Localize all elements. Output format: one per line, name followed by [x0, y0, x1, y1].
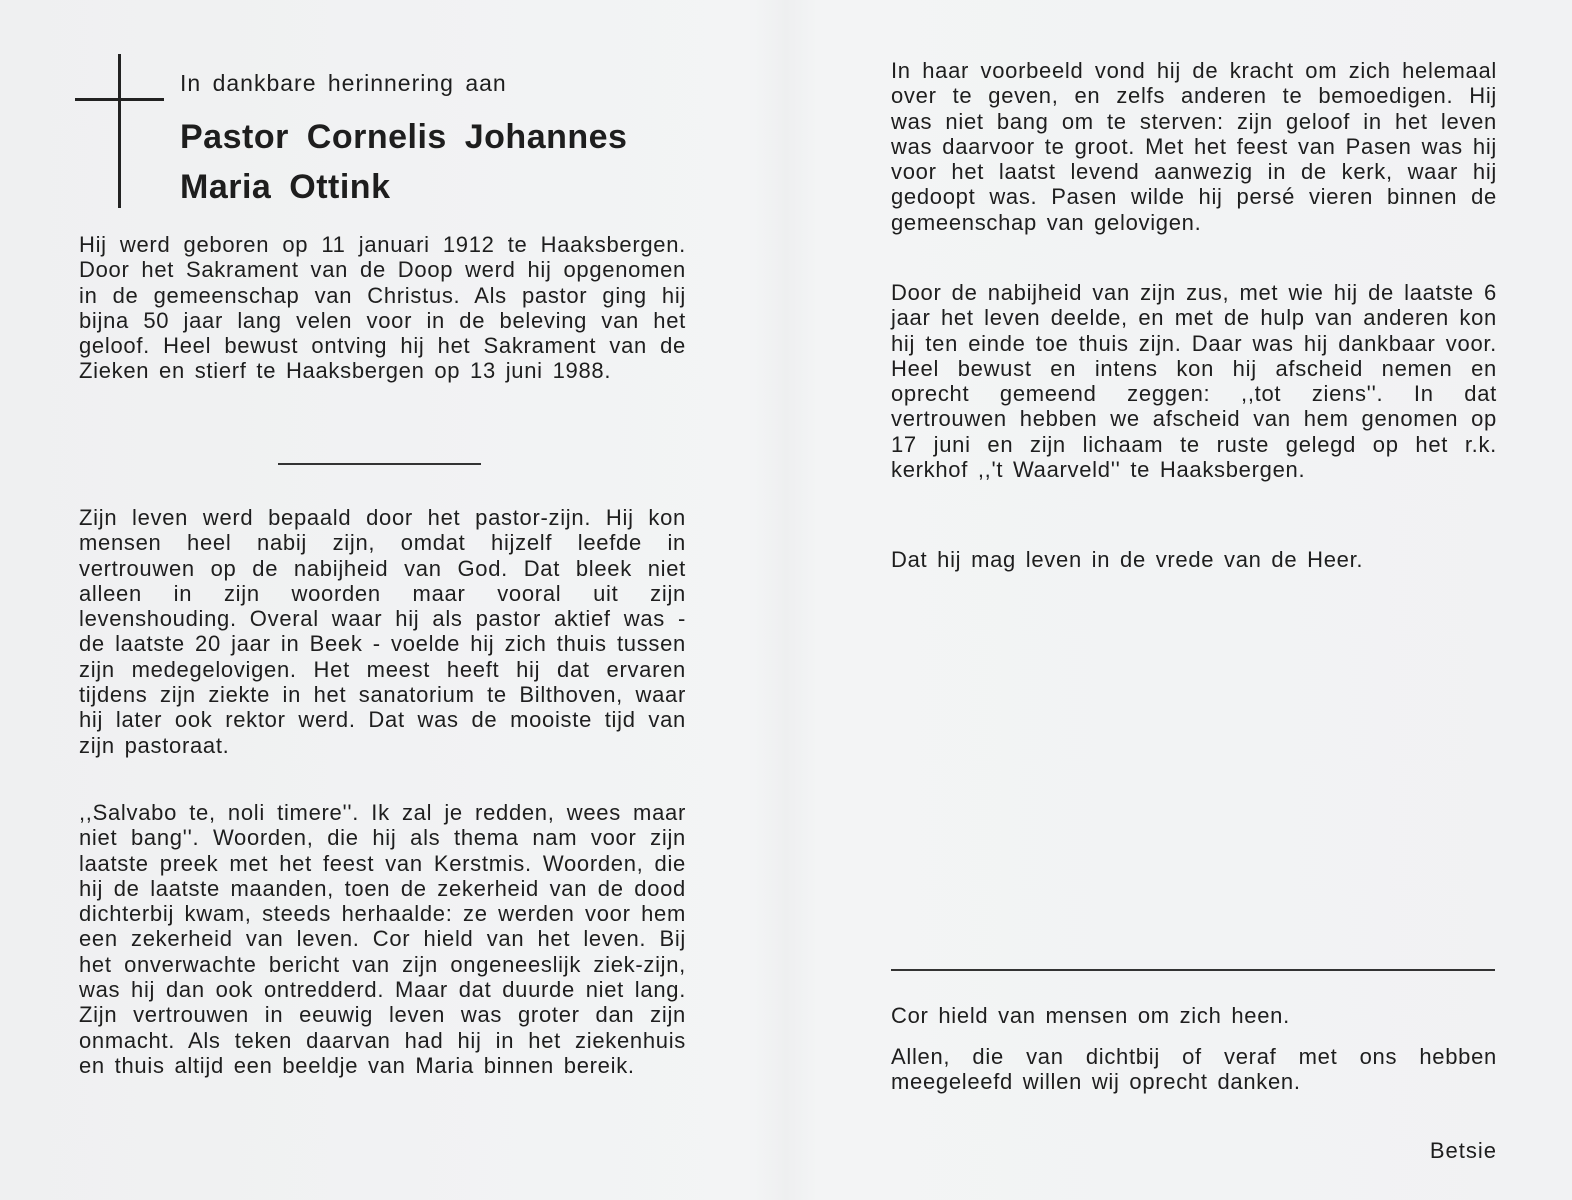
name-line-2: Maria Ottink — [180, 168, 391, 206]
name-line-1: Pastor Cornelis Johannes — [180, 118, 628, 156]
pastorate-paragraph: Zijn leven werd bepaald door het pastor-zijn. Hij kon mensen heel nabij zijn, omdat hijzelf leefde in vertrouwen op de nabijheid van God. Dat bleek niet alleen in zijn woorden maar vooral uit zijn levenshouding. Overal waar hij als pastor aktief was - de laatste 20 jaar in Beek - voelde hij zich thuis tussen zijn medegelovigen. Het meest heeft hij dat ervaren tijdens zijn ziekte in het sanatorium te Bilthoven, waar hij later ook rektor werd. Dat was de mooiste tijd van zijn pastoraat. — [79, 505, 686, 758]
cross-icon — [118, 54, 121, 208]
signature: Betsie — [1429, 1138, 1497, 1163]
intro-text: In dankbare herinnering aan — [180, 70, 507, 96]
thanks-paragraph: Allen, die van dichtbij of veraf met ons hebben meegeleefd willen wij oprecht danken. — [891, 1044, 1497, 1095]
biography-paragraph: Hij werd geboren op 11 januari 1912 te Haaksbergen. Door het Sakrament van de Doop werd hij opgenomen in de gemeenschap van Christus. Als pastor ging hij bijna 50 jaar lang velen voor in de beleving van het geloof. Heel bewust ontving hij het Sakrament van de Zieken en stierf te Haaksbergen op 13 juni 1988. — [79, 232, 686, 384]
motto-paragraph: ,,Salvabo te, noli timere''. Ik zal je redden, wees maar niet bang''. Woorden, die hij als thema nam voor zijn laatste preek met het feest van Kerstmis. Woorden, die hij de laatste maanden, toen de zekerheid van de dood dichterbij kwam, steeds herhaalde: ze werden voor hem een zekerheid van leven. Cor hield van het leven. Bij het onverwachte bericht van zijn ongeneeslijk ziek-zijn, was hij dan ook ontredderd. Maar dat duurde niet lang. Zijn vertrouwen in eeuwig leven was groter dan zijn onmacht. Als teken daarvan had hij in het ziekenhuis en thuis altijd een beeldje van Maria binnen bereik. — [79, 800, 686, 1078]
deceased-name — [180, 112, 627, 212]
blessing-text: Dat hij mag leven in de vrede van de Heer. — [891, 547, 1364, 572]
faith-paragraph: In haar voorbeeld vond hij de kracht om zich helemaal over te geven, en zelfs anderen te bemoedigen. Hij was niet bang om te sterven: zijn geloof in het leven was daarvoor te groot. Met het feest van Pasen was hij voor het laatst levend aanwezig in de kerk, waar hij gedoopt was. Pasen wilde hij persé vieren binnen de gemeenschap van gelovigen. — [891, 58, 1497, 235]
cross-icon-bar — [75, 98, 164, 101]
thanks-divider — [891, 969, 1495, 971]
thanks-line: Cor hield van mensen om zich heen. — [891, 1003, 1290, 1028]
final-days-paragraph: Door de nabijheid van zijn zus, met wie hij de laatste 6 jaar het leven deelde, en met de hulp van anderen kon hij ten einde toe thuis zijn. Daar was hij dankbaar voor. Heel bewust en intens kon hij afscheid nemen en oprecht gemeend zeggen: ,,tot ziens''. In dat vertrouwen hebben we afscheid van hem genomen op 17 juni en zijn lichaam te ruste gelegd op het r.k. kerkhof ,,'t Waarveld'' te Haaksbergen. — [891, 280, 1497, 483]
section-divider — [278, 463, 481, 465]
